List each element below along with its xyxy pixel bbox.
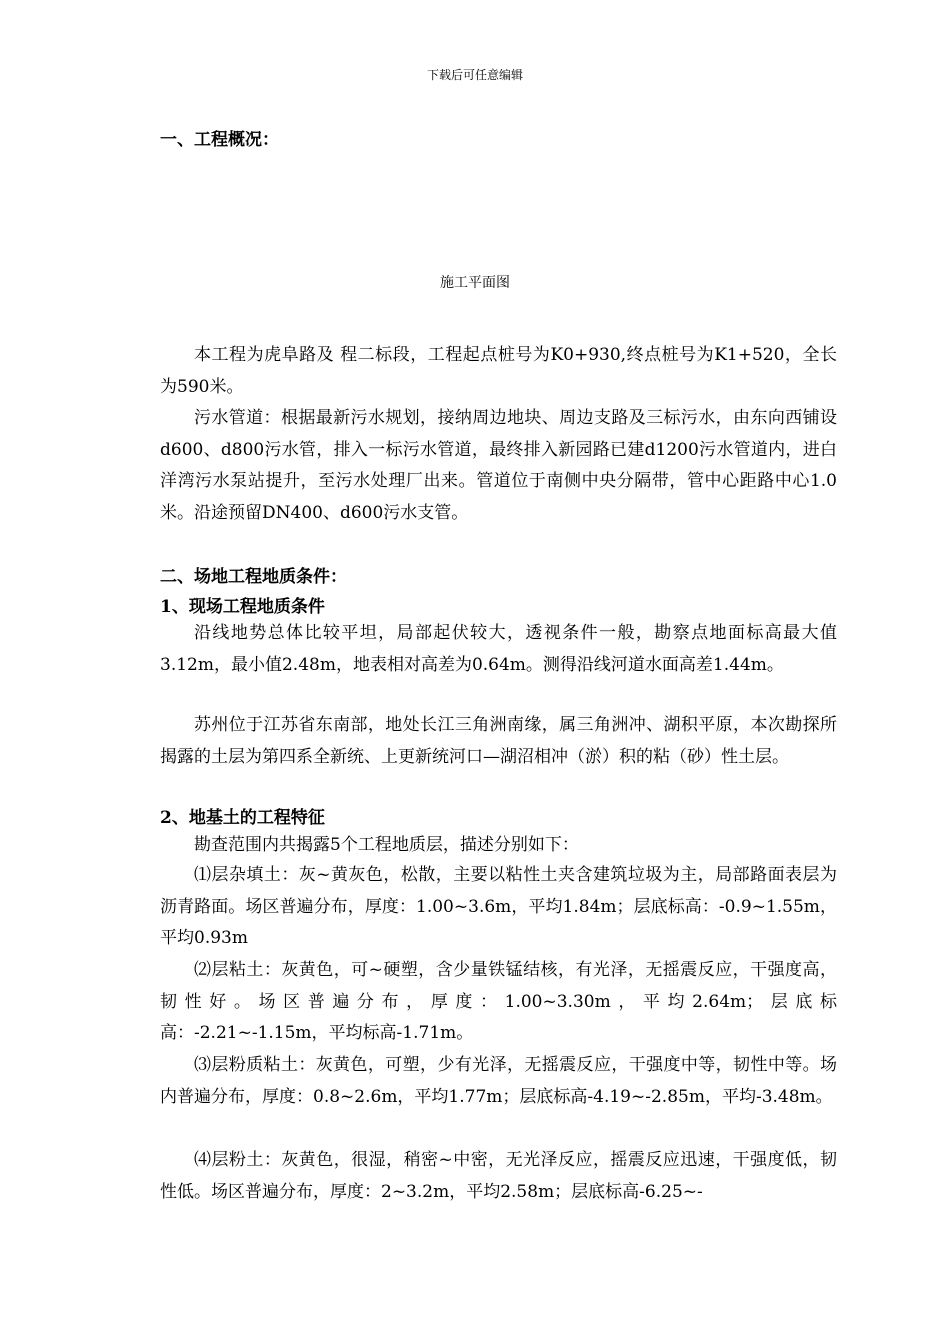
section1-title: 一、工程概况： <box>160 130 279 150</box>
section2-title: 二、场地工程地质条件： <box>160 567 347 587</box>
page-header-note: 下载后可任意编辑 <box>426 68 523 82</box>
paragraph: 污水管道：根据最新污水规划，接纳周边地块、周边支路及三标污水，由东向西铺设d600、d800污水管，排入一标污水管道，最终排入新园路已建d1200污水管道内，进白洋湾污水泵站提升，至污水处理厂出来。管道位于南侧中央分隔带，管中心距路中心1.0米。沿途预留DN400、d600污水支管。 <box>160 408 837 523</box>
paragraph: ⑵层粘土：灰黄色，可~硬塑，含少量铁锰结核，有光泽，无摇震反应，干强度高，韧性好。场区普遍分布，厚度：1.00~3.30m，平均2.64m；层底标高：-2.21~-1.15m，平均标高-1.71m。 <box>160 960 837 1043</box>
paragraph: 苏州位于江苏省东南部，地处长江三角洲南缘，属三角洲冲、湖积平原，本次勘探所揭露的土层为第四系全新统、上更新统河口—湖沼相冲（淤）积的粘（砂）性土层。 <box>160 715 837 767</box>
paragraph: ⑴层杂填土：灰~黄灰色，松散，主要以粘性土夹含建筑垃圾为主，局部路面表层为沥青路面。场区普遍分布，厚度：1.00~3.6m，平均1.84m；层底标高：-0.9~1.55m，平均0.93m <box>160 865 837 948</box>
paragraph: 本工程为虎阜路及 程二标段，工程起点桩号为K0+930,终点桩号为K1+520，全长为590米。 <box>160 345 837 397</box>
paragraph: 勘查范围内共揭露5个工程地质层，描述分别如下： <box>194 835 579 855</box>
paragraph: ⑶层粉质粘土：灰黄色，可塑，少有光泽，无摇震反应，干强度中等，韧性中等。场内普遍分布，厚度：0.8~2.6m，平均1.77m；层底标高-4.19~-2.85m，平均-3.48m。 <box>160 1055 837 1107</box>
subsection2-title: 2、地基土的工程特征 <box>160 808 325 828</box>
figure-caption: 施工平面图 <box>440 275 510 291</box>
subsection1-title: 1、现场工程地质条件 <box>160 597 325 617</box>
paragraph: ⑷层粉土：灰黄色，很湿，稍密~中密，无光泽反应，摇震反应迅速，干强度低，韧性低。场区普遍分布，厚度：2~3.2m，平均2.58m；层底标高-6.25~- <box>160 1150 837 1202</box>
paragraph: 沿线地势总体比较平坦，局部起伏较大，透视条件一般，勘察点地面标高最大值3.12m，最小值2.48m，地表相对高差为0.64m。测得沿线河道水面高差1.44m。 <box>160 623 837 675</box>
